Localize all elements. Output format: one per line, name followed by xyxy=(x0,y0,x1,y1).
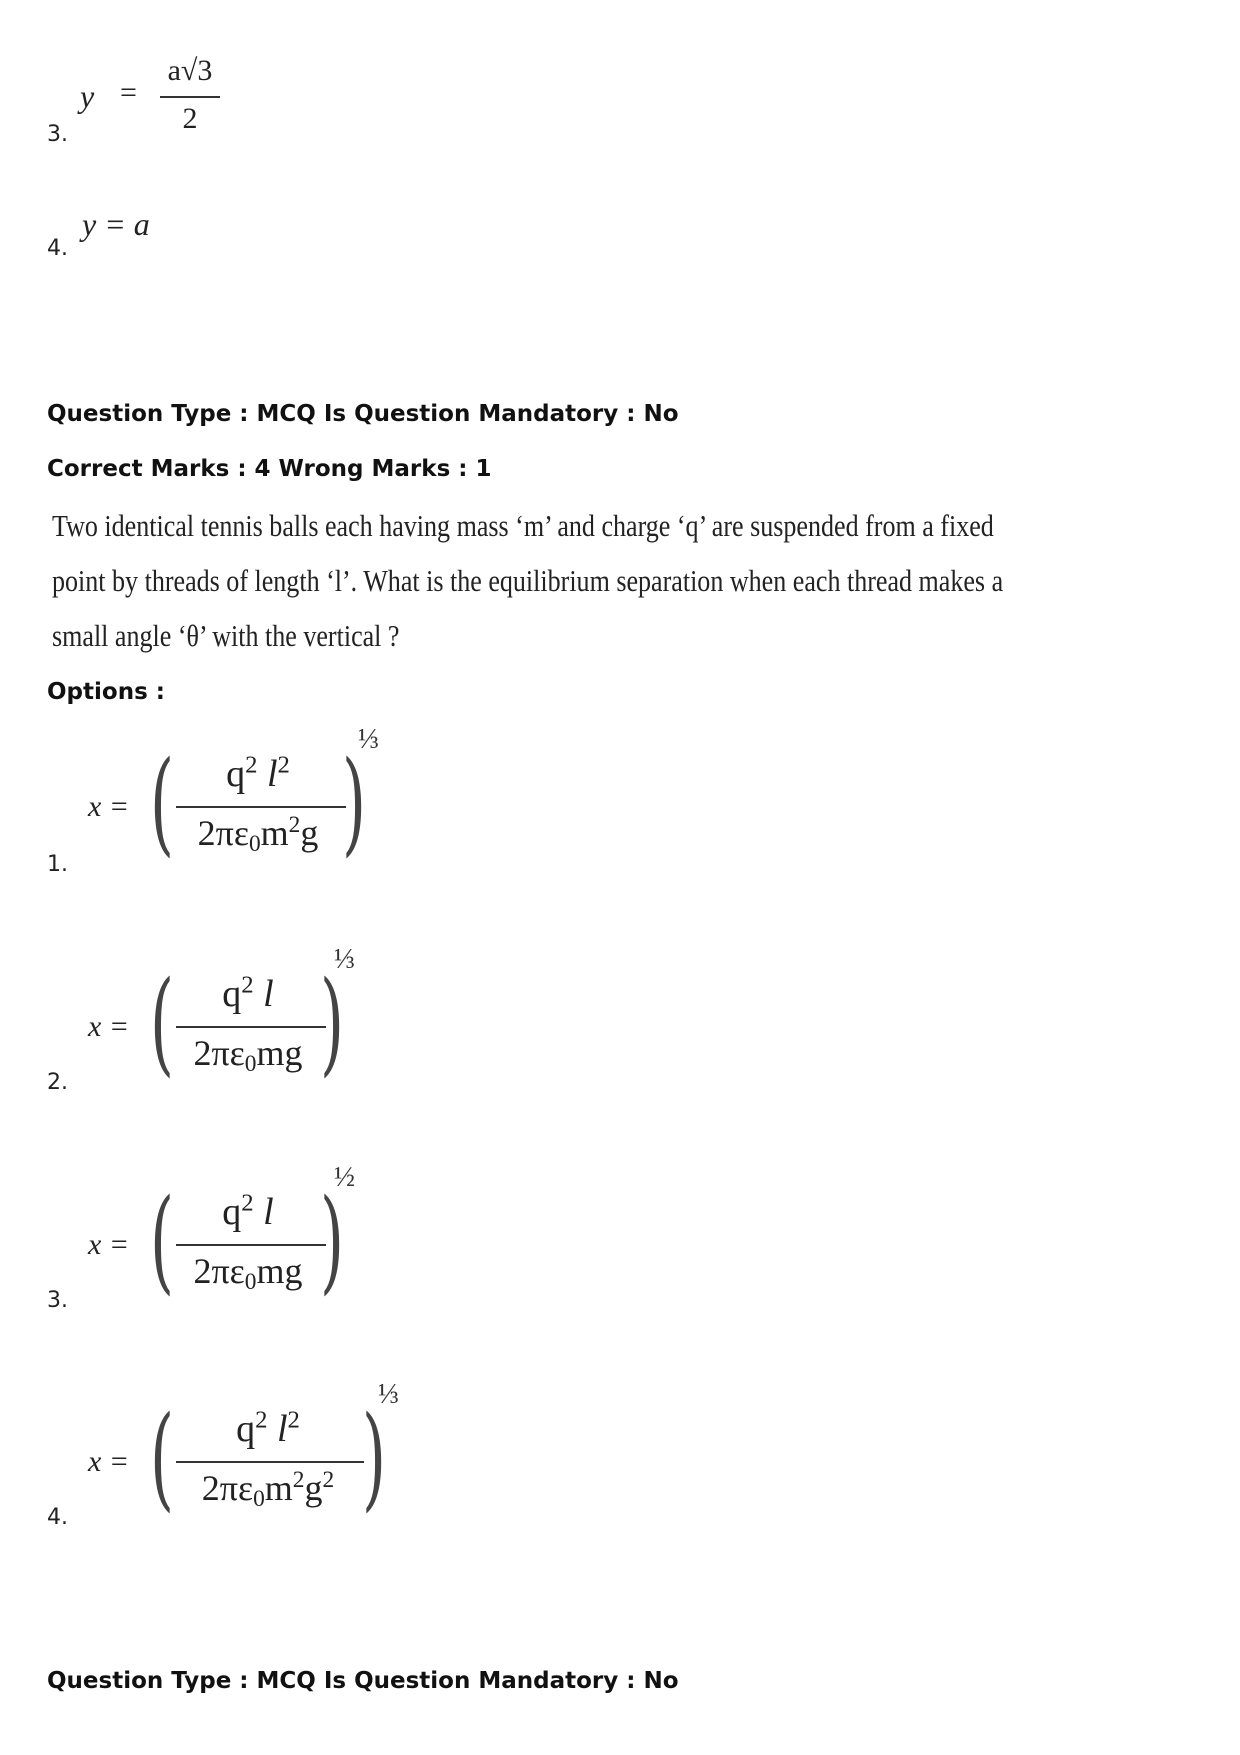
right-paren: ) xyxy=(362,1393,387,1523)
options-label: Options : xyxy=(47,679,165,705)
fraction-numerator: a√3 xyxy=(167,54,213,87)
right-paren: ) xyxy=(320,1176,345,1306)
fraction-denominator: $2\pi\varepsilon_0m^2g$ xyxy=(197,812,319,857)
option-number: 4. xyxy=(47,236,68,261)
option-number: 3. xyxy=(47,1288,68,1313)
exponent: ⅓ xyxy=(378,1379,399,1410)
option-number: 4. xyxy=(47,1505,68,1530)
question-text xyxy=(52,498,1184,663)
next-question-type-line: Question Type : MCQ Is Question Mandatory : No xyxy=(47,1668,679,1694)
question-text-line: point by threads of length ‘l’. What is the equilibrium separation when each thread makes a xyxy=(52,563,1004,598)
fraction-bar xyxy=(176,1026,326,1028)
right-paren: ) xyxy=(342,738,367,868)
fraction-numerator: $q^2$ l xyxy=(222,971,274,1015)
fraction-bar xyxy=(176,1244,326,1246)
fraction-bar xyxy=(160,96,220,98)
option-1-formula xyxy=(88,724,408,870)
fraction-bar xyxy=(176,806,346,808)
formula-lhs: x = xyxy=(88,1445,130,1478)
left-paren: ( xyxy=(150,738,175,868)
option-3-formula xyxy=(80,52,220,142)
option-number: 1. xyxy=(47,852,68,877)
formula-lhs: x = xyxy=(88,790,130,823)
exponent: ½ xyxy=(334,1162,355,1193)
option-number: 2. xyxy=(47,1070,68,1095)
exponent: ⅓ xyxy=(334,944,355,975)
formula-lhs: x = xyxy=(88,1010,130,1043)
right-paren: ) xyxy=(320,958,345,1088)
option-4-formula xyxy=(88,1379,428,1525)
left-paren: ( xyxy=(150,958,175,1088)
formula-equals: = xyxy=(120,76,137,109)
fraction-denominator: $2\pi\varepsilon_0m^2g^2$ xyxy=(201,1467,335,1512)
question-marks-line: Correct Marks : 4 Wrong Marks : 1 xyxy=(47,456,492,482)
fraction-denominator: 2 xyxy=(182,102,198,135)
exponent: ⅓ xyxy=(358,724,379,755)
option-number: 3. xyxy=(47,122,68,147)
fraction-denominator: $2\pi\varepsilon_0mg$ xyxy=(193,1033,303,1077)
fraction-denominator: $2\pi\varepsilon_0mg$ xyxy=(193,1251,303,1295)
fraction-numerator: $q^2$ $l^2$ xyxy=(236,1406,300,1450)
fraction-numerator: $q^2$ l xyxy=(222,1189,274,1233)
formula-lhs: x = xyxy=(88,1228,130,1261)
question-text-line: Two identical tennis balls each having mass ‘m’ and charge ‘q’ are suspended from a fixed xyxy=(52,508,994,543)
option-3-formula xyxy=(88,1162,408,1308)
fraction-numerator: $q^2$ $l^2$ xyxy=(226,751,290,795)
option-4-formula: y = a xyxy=(82,206,150,242)
formula-lhs: y xyxy=(80,78,95,114)
left-paren: ( xyxy=(150,1393,175,1523)
question-text-line: small angle ‘θ’ with the vertical ? xyxy=(52,618,400,653)
left-paren: ( xyxy=(150,1176,175,1306)
question-type-line: Question Type : MCQ Is Question Mandatory : No xyxy=(47,401,679,427)
option-2-formula xyxy=(88,944,408,1090)
fraction-bar xyxy=(176,1461,364,1463)
